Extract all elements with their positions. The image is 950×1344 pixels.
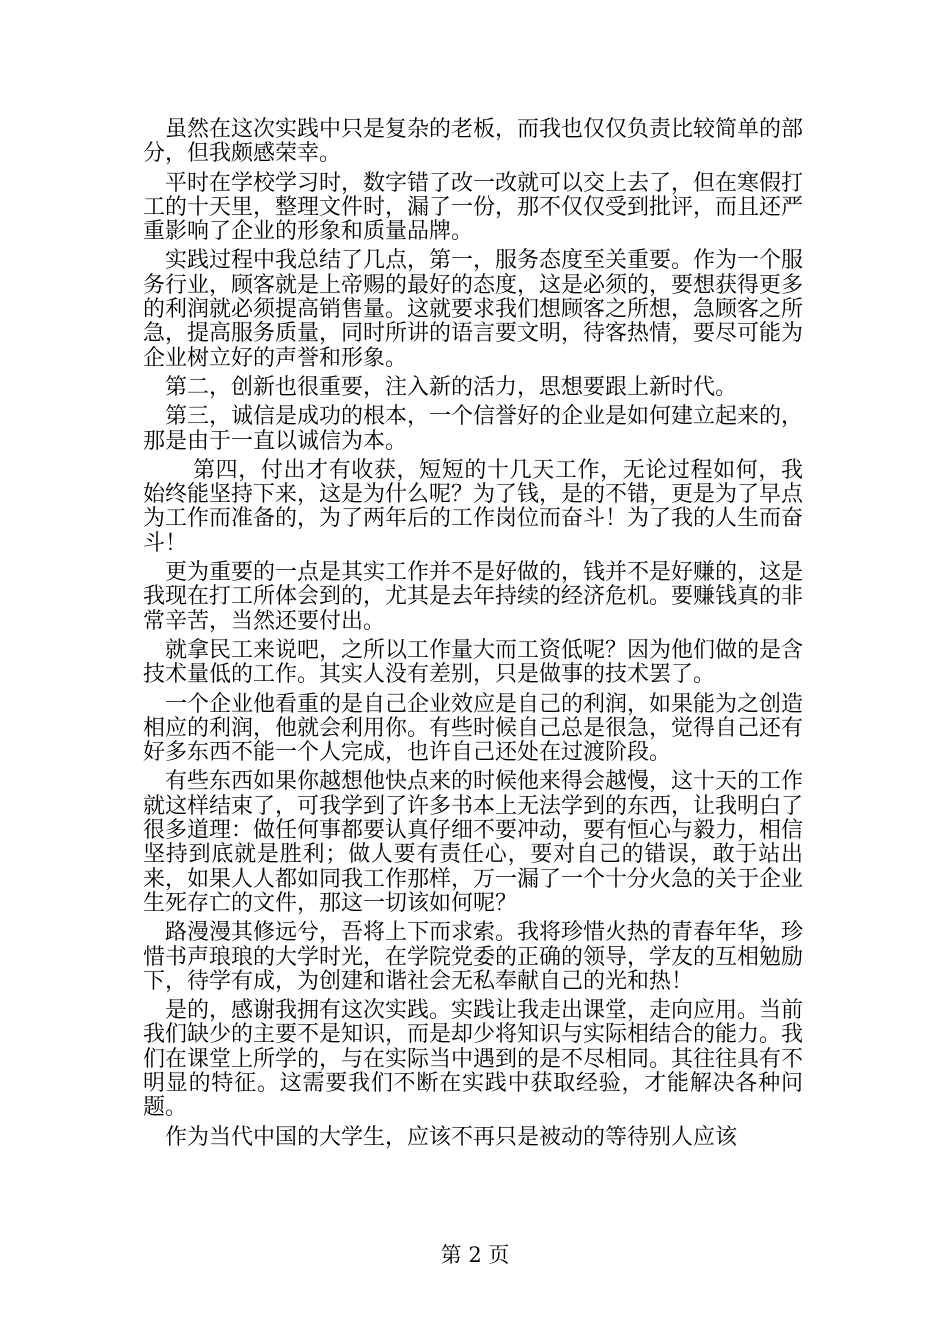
document-body [143,118,803,1155]
paragraph-4: 第二，创新也很重要，注入新的活力，思想要跟上新时代。 [165,374,738,400]
page-number-footer: 第 2 页 [440,1243,510,1267]
paragraph-10: 有些东西如果你越想他快点来的时候他来得会越慢，这十天的工作就这样结束了，可我学到了许多书本上无法学到的东西，让我明白了很多道理：做任何事都要认真仔细不要冲动，要有恒心与毅力，相信坚持到底就是胜利；做人要有责任心，要对自己的错误，敢于站出来，如果人人都如同我工作那样，万一漏了一个十分火急的关于企业生死存亡的文件，那这一切该如何呢？ [143,769,804,916]
paragraph-13: 作为当代中国的大学生，应该不再只是被动的等待别人应该 [165,1124,738,1150]
paragraph-9: 一个企业他看重的是自己企业效应是自己的利润，如果能为之创造相应的利润，他就会利用你。有些时候自己总是很急，觉得自己还有好多东西不能一个人完成，也许自己还处在过渡阶段。 [143,691,804,766]
paragraph-2: 平时在学校学习时，数字错了改一改就可以交上去了，但在寒假打工的十天里，整理文件时，漏了一份，那不仅仅受到批评，而且还严重影响了企业的形象和质量品牌。 [143,170,804,245]
paragraph-11: 路漫漫其修远兮，吾将上下而求索。我将珍惜火热的青春年华，珍惜书声琅琅的大学时光，在学院党委的正确的领导，学友的互相勉励下，待学有成，为创建和谐社会无私奉献自己的光和热！ [143,920,804,994]
paragraph-12: 是的，感谢我拥有这次实践。实践让我走出课堂，走向应用。当前我们缺少的主要不是知识，而是却少将知识与实际相结合的能力。我们在课堂上所学的，与在实际当中遇到的是不尽相同。其往往具有不明显的特征。这需要我们不断在实践中获取经验，才能解决各种问题。 [143,998,804,1121]
paragraph-3: 实践过程中我总结了几点，第一，服务态度至关重要。作为一个服务行业，顾客就是上帝赐的最好的态度，这是必须的，要想获得更多的利润就必须提高销售量。这就要求我们想顾客之所想，急顾客之所急，提高服务质量，同时所讲的语言要文明，待客热情，要尽可能为企业树立好的声誉和形象。 [143,248,804,371]
paragraph-7: 更为重要的一点是其实工作并不是好做的，钱并不是好赚的，这是我现在打工所体会到的，尤其是去年持续的经济危机。要赚钱真的非常辛苦，当然还要付出。 [143,560,804,634]
paragraph-6: 第四，付出才有收获，短短的十几天工作，无论过程如何，我始终能坚持下来，这是为什么呢？为了钱，是的不错，更是为了早点为工作而准备的，为了两年后的工作岗位而奋斗！为了我的人生而奋斗！ [143,457,804,556]
paragraph-8: 就拿民工来说吧，之所以工作量大而工资低呢？因为他们做的是含技术量低的工作。其实人没有差别，只是做事的技术罢了。 [143,637,804,688]
paragraph-1: 虽然在这次实践中只是复杂的老板，而我也仅仅负责比较简单的部分，但我颇感荣幸。 [143,117,804,167]
paragraph-5: 第三，诚信是成功的根本，一个信誉好的企业是如何建立起来的，那是由于一直以诚信为本。 [143,404,804,454]
